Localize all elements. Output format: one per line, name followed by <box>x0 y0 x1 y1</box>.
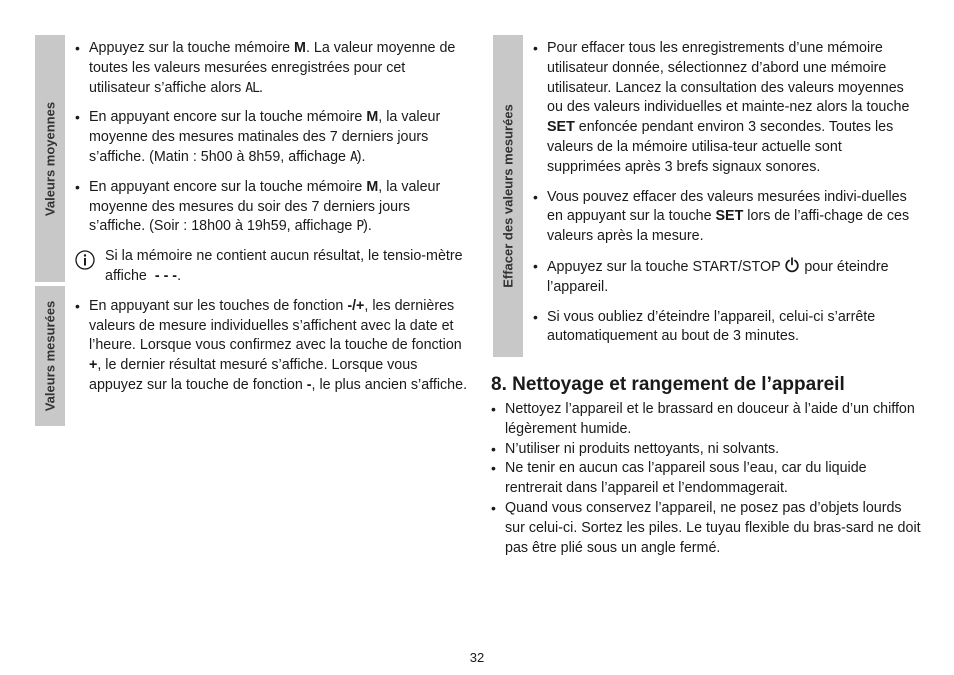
display-code: A <box>349 149 357 165</box>
list-item: • En appuyant sur les touches de fonction -/+, les dernières valeurs de mesure individuelles s’affichent avec la date et l’heure. Lorsque vous confirmez avec la touche de fonction +, le dernier résultat mesuré s’affiche. Lorsque vous appuyez sur la touche de fonction -, le plus ancien s’affiche. <box>75 297 470 396</box>
tab-label: Valeurs moyennes <box>42 101 58 216</box>
tab-valeurs-moyennes <box>35 35 65 282</box>
list-item: • Ne tenir en aucun cas l’appareil sous l’eau, car du liquide rentrerait dans l’appareil et l’endommagerait. <box>491 459 921 499</box>
section-cleaning <box>491 373 921 558</box>
info-icon <box>75 250 95 270</box>
list-item: • Appuyez sur la touche mémoire M. La valeur moyenne de toutes les valeurs mesurées enregistrées pour cet utilisateur s’affiche alors AL. <box>75 39 470 98</box>
display-code: AL <box>245 80 259 96</box>
tab-valeurs-mesurees <box>35 286 65 426</box>
list-item: • Quand vous conservez l’appareil, ne posez pas d’objets lourds sur celui-ci. Sortez les piles. Le tuyau flexible du bras-sard ne doit pas être plié sous un angle fermé. <box>491 499 921 558</box>
power-icon <box>784 257 800 273</box>
list-item: • N’utiliser ni produits nettoyants, ni solvants. <box>491 440 921 460</box>
info-note: Si la mémoire ne contient aucun résultat, le tensio-mètre affiche - - -. <box>75 247 470 287</box>
list-item: • Nettoyez l’appareil et le brassard en douceur à l’aide d’un chiffon légèrement humide. <box>491 400 921 440</box>
display-code: P <box>356 219 364 235</box>
list-item: • En appuyant encore sur la touche mémoire M, la valeur moyenne des mesures matinales des 7 derniers jours s’affiche. (Matin : 5h00 à 8h59, affichage A). <box>75 108 470 167</box>
list-item: • Vous pouvez effacer des valeurs mesurées indivi-duelles en appuyant sur la touche SET lors de l’affi-chage de ces valeurs après la mesure. <box>533 188 918 247</box>
page-number: 32 <box>469 650 485 665</box>
list-item: • Si vous oubliez d’éteindre l’appareil, celui-ci s’arrête automatiquement au bout de 3 minutes. <box>533 308 918 348</box>
function-key-plus: + <box>89 357 98 374</box>
tab-effacer-valeurs <box>493 35 523 357</box>
list-item: • En appuyant encore sur la touche mémoire M, la valeur moyenne des mesures du soir des 7 derniers jours s’affiche. (Soir : 18h00 à 19h59, affichage P). <box>75 178 470 237</box>
function-key-minus-plus: -/+ <box>347 297 365 314</box>
empty-display: - - - <box>154 267 178 284</box>
right-column-top <box>533 39 918 347</box>
list-item: • Appuyez sur la touche START/STOP pour éteindre l’appareil. <box>533 257 918 298</box>
section-heading: 8. Nettoyage et rangement de l’appareil <box>491 374 845 395</box>
left-column <box>75 39 470 396</box>
function-key-minus: - <box>306 376 312 393</box>
tab-label: Effacer des valeurs mesurées <box>500 104 516 288</box>
list-item: • Pour effacer tous les enregistrements d’une mémoire utilisateur donnée, sélectionnez d’abord une mémoire utilisateur. Lancez la consultation des valeurs moyennes ou des valeurs individuelles et mainte-nez alors la touche SET enfoncée pendant environ 3 secondes. Toutes les valeurs de la mémoire utilisa-teur actuelle sont supprimées après 3 brefs signaux sonores. <box>533 39 918 178</box>
tab-label: Valeurs mesurées <box>42 300 58 412</box>
